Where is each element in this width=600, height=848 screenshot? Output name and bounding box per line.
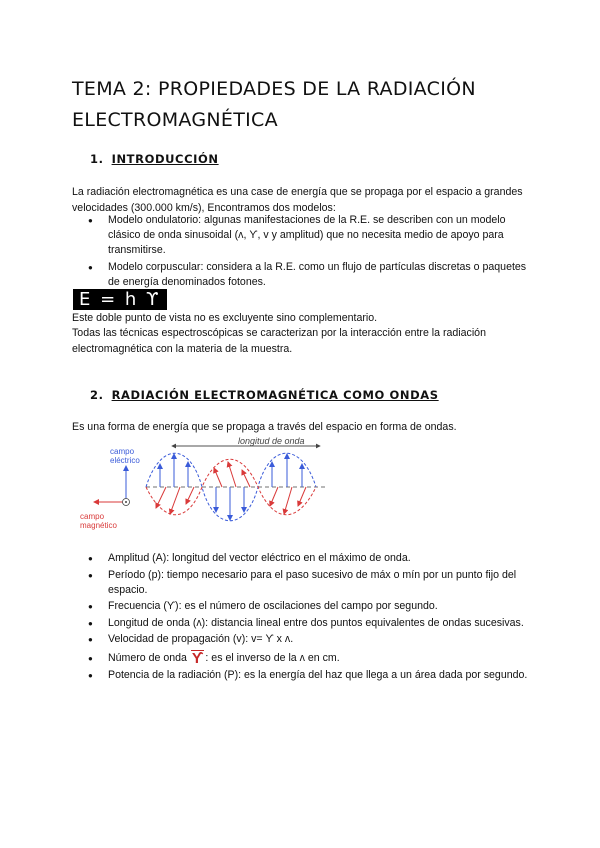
magnetic-field-label-2: magnético [80, 521, 117, 530]
list-item: ● Modelo corpuscular: considera a la R.E. como un flujo de partículas discretas o paquetes de energía denominados fotones. [88, 260, 528, 290]
list-item: ● Potencia de la radiación (P): es la energía del haz que llega a un área dada por segundo. [88, 668, 528, 683]
planck-formula: E = h ϒ [73, 289, 167, 310]
list-item-wavenumber: ● Número de onda ϒ : es el inverso de la ʌ en cm. [88, 651, 528, 666]
list-item: ● Frecuencia (ϒ): es el número de oscilaciones del campo por segundo. [88, 599, 528, 614]
list-item: ● Velocidad de propagación (v): v= ϒ x ʌ. [88, 632, 528, 647]
list-item: ● Longitud de onda (ʌ): distancia lineal entre dos puntos equivalentes de ondas sucesivas. [88, 616, 528, 631]
section-2-title: RADIACIÓN ELECTROMAGNÉTICA COMO ONDAS [111, 388, 439, 402]
list-item: ● Período (p): tiempo necesario para el paso sucesivo de máx o mín por un punto fijo del espacio. [88, 568, 528, 598]
complementary-note: Este doble punto de vista no es excluyente sino complementario. [72, 312, 378, 324]
magnetic-field-label-1: campo [80, 512, 105, 521]
section-1-heading [90, 152, 219, 166]
list-item: ● Amplitud (A): longitud del vector eléctrico en el máximo de onda. [88, 551, 528, 566]
list-item: ● Modelo ondulatorio: algunas manifestaciones de la R.E. se describen con un modelo clásico de onda sinusoidal (ʌ, ϒ, v y amplitud) que no necesita medio de apoyo para transmitirse. [88, 213, 528, 258]
section-1-bullet-list [88, 213, 528, 291]
page-title: TEMA 2: PROPIEDADES DE LA RADIACIÓN ELECTROMAGNÉTICA [72, 78, 476, 131]
section-1-intro: La radiación electromagnética es una case de energía que se propaga por el espacio a grandes velocidades (300.000 km/s), Encontramos dos modelos: [72, 186, 523, 214]
wave-properties-list [88, 551, 528, 684]
electric-field-label-2: eléctrico [110, 456, 140, 465]
techniques-paragraph: Todas las técnicas espectroscópicas se caracterizan por la interacción entre la radiación electromagnética con la materia de la muestra. [72, 327, 486, 355]
electromagnetic-wave-figure [80, 432, 330, 532]
section-2-intro: Es una forma de energía que se propaga a través del espacio en forma de ondas. [72, 421, 457, 433]
electric-field-label-1: campo [110, 447, 135, 456]
section-1-title: INTRODUCCIÓN [111, 152, 219, 166]
wavenumber-symbol: ϒ [191, 650, 204, 667]
section-2-number: 2. [90, 388, 104, 402]
section-1-number: 1. [90, 152, 104, 166]
wavelength-label: longitud de onda [238, 436, 305, 446]
section-2-heading [90, 388, 439, 402]
